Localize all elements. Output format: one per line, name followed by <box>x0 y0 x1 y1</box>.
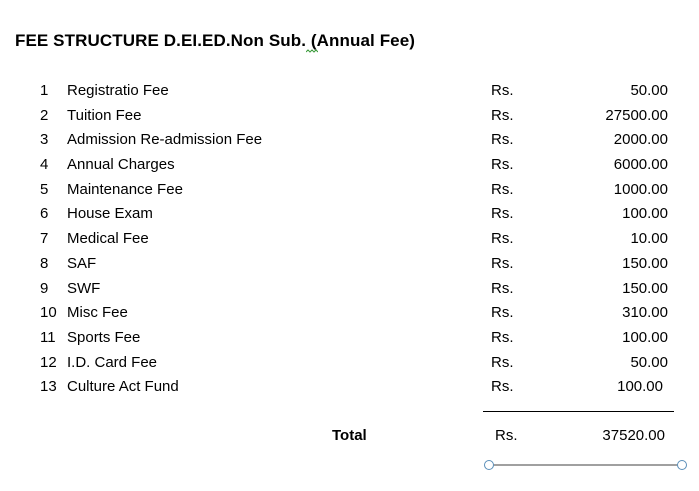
fee-amount: 1000.00 <box>613 180 668 198</box>
fee-amount: 2000.00 <box>613 131 668 149</box>
fee-amount: 150.00 <box>622 279 668 297</box>
fee-currency: Rs. <box>491 205 514 223</box>
row-number: 13 <box>40 378 57 396</box>
fee-amount: 10.00 <box>630 230 668 248</box>
fee-item-name: House Exam <box>67 205 153 223</box>
fee-row <box>0 252 699 277</box>
fee-amount: 50.00 <box>630 353 668 371</box>
fee-row <box>0 375 699 400</box>
fee-item-name: SWF <box>67 279 101 297</box>
fee-item-name: Annual Charges <box>67 156 175 174</box>
fee-currency: Rs. <box>491 156 514 174</box>
fee-row <box>0 277 699 302</box>
title-main: FEE STRUCTURE D.EI.ED.Non Sub <box>15 31 302 50</box>
fee-amount: 27500.00 <box>605 106 668 124</box>
title-dot: . <box>301 31 307 50</box>
fee-item-name: Registratio Fee <box>67 82 169 99</box>
fee-table <box>0 79 699 400</box>
row-number: 1 <box>40 82 49 99</box>
row-number: 5 <box>40 180 49 198</box>
fee-amount: 100.00 <box>622 328 668 346</box>
fee-currency: Rs. <box>491 304 514 322</box>
row-number: 3 <box>40 131 49 149</box>
fee-currency: Rs. <box>491 378 514 396</box>
fee-row <box>0 128 699 153</box>
total-separator-line <box>483 411 674 412</box>
fee-row <box>0 227 699 252</box>
fee-amount: 100.00 <box>617 378 663 396</box>
fee-row <box>0 351 699 376</box>
fee-item-name: Sports Fee <box>67 328 141 346</box>
fee-row <box>0 202 699 227</box>
row-number: 4 <box>40 156 49 174</box>
fee-item-name: Admission Re-admission Fee <box>67 131 263 149</box>
total-currency: Rs. <box>495 427 518 444</box>
fee-row <box>0 153 699 178</box>
fee-row <box>0 79 699 104</box>
total-label: Total <box>332 427 367 444</box>
fee-amount: 6000.00 <box>613 156 668 174</box>
title-annual: (Annual Fee) <box>306 31 416 50</box>
fee-amount: 150.00 <box>622 254 668 272</box>
fee-item-name: Culture Act Fund <box>67 378 179 396</box>
fee-row <box>0 301 699 326</box>
fee-currency: Rs. <box>491 254 514 272</box>
fee-row <box>0 178 699 203</box>
fee-currency: Rs. <box>491 328 514 346</box>
fee-currency: Rs. <box>491 82 514 99</box>
row-number: 12 <box>40 353 57 371</box>
row-number: 9 <box>40 279 49 297</box>
selected-line-shape[interactable] <box>482 458 690 472</box>
fee-item-name: I.D. Card Fee <box>67 353 158 371</box>
row-number: 2 <box>40 106 49 124</box>
fee-item-name: Misc Fee <box>67 304 128 322</box>
fee-amount: 100.00 <box>622 205 668 223</box>
fee-item-name: Maintenance Fee <box>67 180 183 198</box>
fee-currency: Rs. <box>491 106 514 124</box>
line-start-handle[interactable] <box>485 461 494 470</box>
fee-amount: 50.00 <box>630 82 668 99</box>
fee-item-name: Tuition Fee <box>67 106 142 124</box>
fee-currency: Rs. <box>491 131 514 149</box>
total-amount: 37520.00 <box>602 427 665 444</box>
fee-item-name: Medical Fee <box>67 230 149 248</box>
fee-currency: Rs. <box>491 279 514 297</box>
row-number: 6 <box>40 205 49 223</box>
fee-amount: 310.00 <box>622 304 668 322</box>
page-title <box>15 31 415 51</box>
fee-item-name: SAF <box>67 254 97 272</box>
row-number: 11 <box>40 328 56 346</box>
fee-row <box>0 104 699 129</box>
line-end-handle[interactable] <box>678 461 687 470</box>
row-number: 8 <box>40 254 49 272</box>
fee-currency: Rs. <box>491 230 514 248</box>
fee-currency: Rs. <box>491 180 514 198</box>
row-number: 7 <box>40 230 49 248</box>
fee-currency: Rs. <box>491 353 514 371</box>
spellcheck-squiggle <box>306 49 318 53</box>
fee-row <box>0 326 699 351</box>
row-number: 10 <box>40 304 57 322</box>
